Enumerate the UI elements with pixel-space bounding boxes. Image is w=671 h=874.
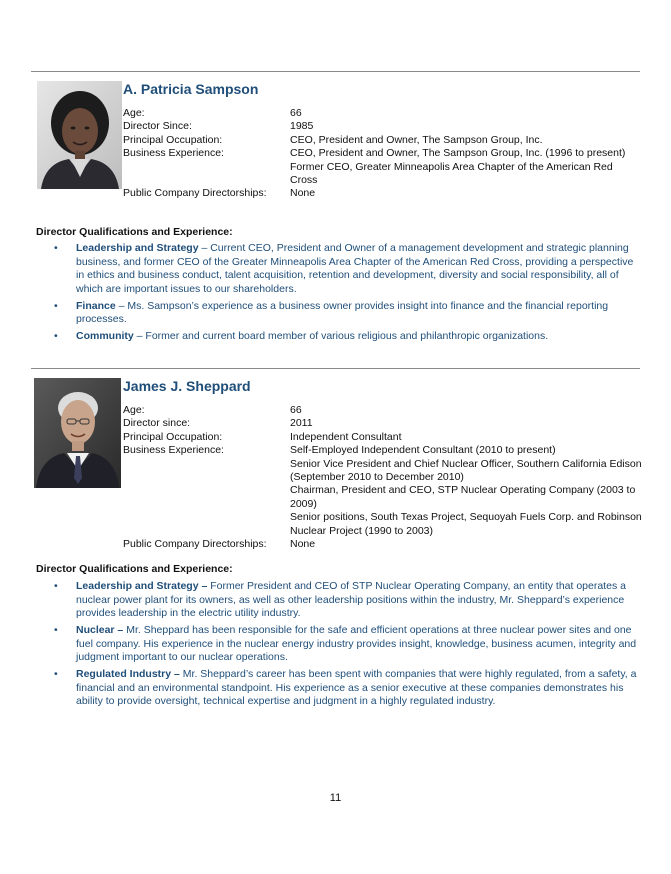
section-divider [31,71,640,72]
list-item [54,300,640,327]
section-divider [31,368,640,369]
fact-value: 66 [290,107,302,119]
director-photo-sheppard [34,378,121,488]
fact-principal-occupation [123,134,648,147]
fact-public-directorships [123,187,648,200]
fact-label: Business Experience: [123,444,224,457]
fact-director-since [123,417,648,430]
bullet-icon: • [54,330,58,343]
fact-label: Public Company Directorships: [123,538,267,551]
list-item [54,624,640,665]
qualification-text: Mr. Sheppard’s career has been spent with companies that were highly regulated, from a safety, a financial and an environmental standpoint. His experience as a senior executive at these companies demonstrates his ability to provide oversight, technical expertise and judgment in a highly regulated industry. [76,668,637,708]
fact-value: CEO, President and Owner, The Sampson Group, Inc. (1996 to present) [290,147,626,160]
fact-value: Senior positions, South Texas Project, Sequoyah Fuels Corp. and Robinson Nuclear Project (1990 to 2003) [290,511,642,537]
qualification-title: Regulated Industry – [76,668,180,681]
bullet-icon: • [54,299,58,312]
fact-label: Director since: [123,417,191,430]
director-name: James J. Sheppard [123,378,251,394]
director-name: A. Patricia Sampson [123,81,259,97]
fact-business-experience [123,444,648,538]
qualification-text: Former President and CEO of STP Nuclear Operating Company, an entity that operates a nuclear power plant for its owners, as well as other leadership positions within the industry, Mr. Sheppard’s experience provides leadership in the electric utility industry. [76,580,626,619]
bullet-icon: • [54,668,58,681]
fact-value: Former CEO, Greater Minneapolis Area Chapter of the American Red Cross [290,160,613,187]
fact-label: Director Since: [123,120,192,133]
qualification-title: Leadership and Strategy – [76,580,208,592]
fact-label: Principal Occupation: [123,430,223,443]
fact-age [123,107,648,120]
bullet-icon: • [54,624,58,637]
page-number: 11 [329,792,342,804]
bullet-icon: • [54,242,58,254]
fact-value: None [290,187,316,200]
fact-label: Age: [123,107,145,119]
list-item [54,242,640,296]
qualification-text: – Current CEO, President and Owner of a management development and strategic planning business, and former CEO of the Greater Minneapolis Area Chapter of the American Red Cross, providing a perspective in ethics and business conduct, talent acquisition, retention and development, diversity and social responsibility, all of which are important issues to our shareholders. [76,242,634,295]
list-item [54,330,640,344]
director-photo-sampson [37,81,122,189]
qualification-title: Community [76,330,134,343]
list-item [54,668,640,709]
fact-value: Independent Consultant [290,430,402,443]
fact-value: Chairman, President and CEO, STP Nuclear Operating Company (2003 to 2009) [290,484,636,510]
qualifications-heading: Director Qualifications and Experience: [36,563,233,575]
fact-age [123,404,648,417]
fact-value: 1985 [290,120,314,133]
qualifications-list [54,580,640,712]
qualification-title: Finance [76,299,116,312]
qualifications-list [54,242,640,347]
fact-label: Business Experience: [123,147,224,160]
fact-label: Principal Occupation: [123,133,223,146]
fact-value: Self-Employed Independent Consultant (2010 to present) [290,444,556,457]
qualification-text: – Former and current board member of various religious and philanthropic organizations. [133,330,549,343]
director-facts [123,404,648,551]
fact-value: 66 [290,404,302,416]
qualification-title: Nuclear – [76,624,124,637]
fact-value: None [290,538,316,551]
fact-business-experience [123,147,648,187]
qualification-title: Leadership and Strategy [76,242,199,254]
fact-principal-occupation [123,431,648,444]
director-facts [123,107,648,201]
fact-value: Senior Vice President and Chief Nuclear Officer, Southern California Edison (September 2010 to December 2010) [290,457,642,484]
fact-value: CEO, President and Owner, The Sampson Group, Inc. [290,133,543,146]
qualification-text: Mr. Sheppard has been responsible for the safe and efficient operations at three nuclear power sites and one fuel company. His experience in the nuclear energy industry provides insight, knowledge, business acumen, integrity and judgment important to our nuclear operations. [76,624,637,664]
fact-director-since [123,120,648,133]
fact-value: 2011 [290,417,313,430]
list-item [54,580,640,621]
bullet-icon: • [54,580,58,592]
fact-label: Public Company Directorships: [123,187,267,200]
fact-label: Age: [123,404,145,416]
qualifications-heading: Director Qualifications and Experience: [36,226,233,238]
qualification-text: – Ms. Sampson’s experience as a business owner provides insight into finance and the financial reporting processes. [76,299,609,326]
fact-public-directorships [123,538,648,551]
